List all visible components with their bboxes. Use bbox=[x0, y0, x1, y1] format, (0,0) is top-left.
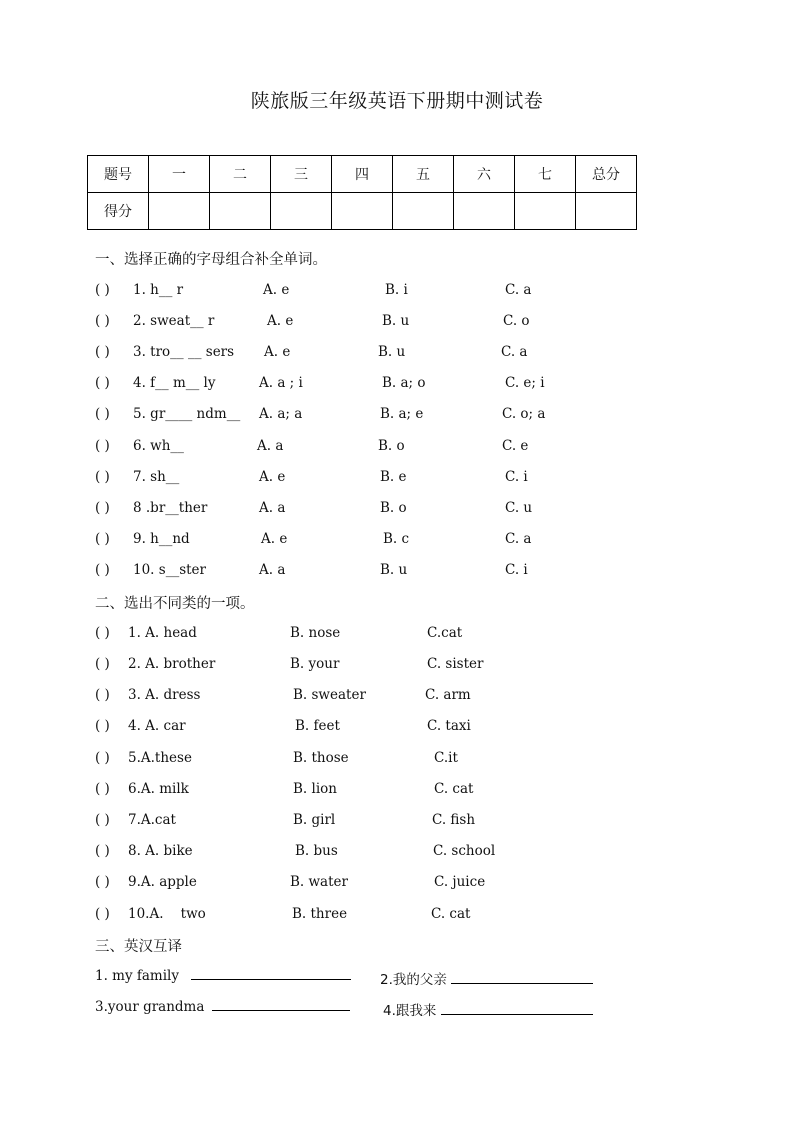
score-header-cell: 四 bbox=[332, 156, 393, 193]
option-c: C.cat bbox=[427, 625, 463, 641]
answer-bracket[interactable]: ( ) bbox=[95, 812, 110, 828]
question-text: 2. A. brother bbox=[128, 656, 216, 672]
answer-bracket[interactable]: ( ) bbox=[95, 625, 110, 641]
option-b: B. i bbox=[385, 282, 408, 298]
option-c: C. e; i bbox=[505, 375, 545, 391]
answer-bracket[interactable]: ( ) bbox=[95, 843, 110, 859]
score-header-cell: 六 bbox=[454, 156, 515, 193]
option-a: A. a bbox=[259, 500, 286, 516]
score-header-cell: 题号 bbox=[88, 156, 149, 193]
score-header-cell: 五 bbox=[393, 156, 454, 193]
score-cell[interactable] bbox=[149, 193, 210, 230]
option-a: A. e bbox=[267, 313, 294, 329]
question-text: 9. h__nd bbox=[133, 531, 190, 547]
translation-prompt: 4.跟我来 bbox=[383, 1003, 437, 1019]
option-a: A. e bbox=[263, 282, 290, 298]
answer-bracket[interactable]: ( ) bbox=[95, 406, 110, 422]
answer-bracket[interactable]: ( ) bbox=[95, 562, 110, 578]
option-c: C. o bbox=[503, 313, 530, 329]
translation-prompt: 1. my family bbox=[95, 968, 179, 984]
option-b: B. u bbox=[380, 562, 408, 578]
question-text: 1. h__ r bbox=[133, 282, 184, 298]
answer-bracket[interactable]: ( ) bbox=[95, 438, 110, 454]
translation-item bbox=[380, 968, 593, 988]
translation-item bbox=[383, 999, 593, 1019]
option-c: C. a bbox=[505, 531, 532, 547]
option-a: A. e bbox=[259, 469, 286, 485]
answer-bracket[interactable]: ( ) bbox=[95, 313, 110, 329]
question-text: 5.A.these bbox=[128, 750, 192, 766]
option-b: B. c bbox=[383, 531, 410, 547]
answer-bracket[interactable]: ( ) bbox=[95, 375, 110, 391]
option-a: A. e bbox=[261, 531, 288, 547]
option-b: B. o bbox=[380, 500, 407, 516]
option-a: A. a bbox=[259, 562, 286, 578]
option-c: C. e bbox=[502, 438, 529, 454]
answer-bracket[interactable]: ( ) bbox=[95, 531, 110, 547]
score-cell[interactable] bbox=[576, 193, 637, 230]
answer-line[interactable] bbox=[191, 979, 351, 980]
option-b: B. u bbox=[378, 344, 406, 360]
option-c: C. cat bbox=[431, 906, 471, 922]
option-c: C. i bbox=[505, 562, 528, 578]
question-text: 2. sweat__ r bbox=[133, 313, 215, 329]
question-text: 3. tro__ __ sers bbox=[133, 344, 235, 360]
answer-bracket[interactable]: ( ) bbox=[95, 781, 110, 797]
option-b: B. water bbox=[290, 874, 348, 890]
page-title: 陕旅版三年级英语下册期中测试卷 bbox=[250, 90, 544, 112]
answer-bracket[interactable]: ( ) bbox=[95, 906, 110, 922]
section3-heading: 三、英汉互译 bbox=[95, 939, 182, 955]
option-b: B. bus bbox=[295, 843, 338, 859]
option-a: A. a; a bbox=[259, 406, 303, 422]
option-c: C. o; a bbox=[502, 406, 546, 422]
option-c: C. juice bbox=[434, 874, 486, 890]
answer-bracket[interactable]: ( ) bbox=[95, 469, 110, 485]
option-b: B. e bbox=[380, 469, 407, 485]
question-text: 8 .br__ther bbox=[133, 500, 208, 516]
option-a: A. e bbox=[264, 344, 291, 360]
answer-bracket[interactable]: ( ) bbox=[95, 500, 110, 516]
question-text: 4. f__ m__ ly bbox=[133, 375, 216, 391]
translation-prompt: 2.我的父亲 bbox=[380, 972, 447, 988]
section2-heading: 二、选出不同类的一项。 bbox=[95, 596, 255, 612]
question-text: 7. sh__ bbox=[133, 469, 180, 485]
option-b: B. your bbox=[290, 656, 340, 672]
option-c: C. cat bbox=[434, 781, 474, 797]
answer-bracket[interactable]: ( ) bbox=[95, 656, 110, 672]
answer-bracket[interactable]: ( ) bbox=[95, 344, 110, 360]
option-b: B. u bbox=[382, 313, 410, 329]
question-text: 9.A. apple bbox=[128, 874, 197, 890]
question-text: 10.A. two bbox=[128, 906, 206, 922]
answer-bracket[interactable]: ( ) bbox=[95, 718, 110, 734]
score-cell[interactable] bbox=[454, 193, 515, 230]
answer-bracket[interactable]: ( ) bbox=[95, 282, 110, 298]
score-row-label: 得分 bbox=[88, 193, 149, 230]
answer-line[interactable] bbox=[441, 1014, 593, 1015]
question-text: 10. s__ster bbox=[133, 562, 206, 578]
answer-bracket[interactable]: ( ) bbox=[95, 874, 110, 890]
option-b: B. sweater bbox=[293, 687, 366, 703]
option-c: C. a bbox=[501, 344, 528, 360]
score-header-cell: 总分 bbox=[576, 156, 637, 193]
option-c: C. arm bbox=[425, 687, 471, 703]
translation-item bbox=[95, 968, 351, 984]
score-table-header-row bbox=[88, 156, 637, 193]
score-table-score-row bbox=[88, 193, 637, 230]
option-b: B. girl bbox=[293, 812, 336, 828]
option-a: A. a bbox=[257, 438, 284, 454]
option-b: B. a; e bbox=[380, 406, 424, 422]
answer-line[interactable] bbox=[212, 1010, 350, 1011]
section1-heading: 一、选择正确的字母组合补全单词。 bbox=[95, 252, 327, 268]
score-cell[interactable] bbox=[515, 193, 576, 230]
score-table bbox=[87, 155, 637, 230]
score-header-cell: 一 bbox=[149, 156, 210, 193]
option-c: C. school bbox=[433, 843, 496, 859]
score-cell[interactable] bbox=[393, 193, 454, 230]
answer-line[interactable] bbox=[451, 983, 593, 984]
translation-item bbox=[95, 999, 350, 1015]
option-b: B. three bbox=[292, 906, 348, 922]
score-cell[interactable] bbox=[271, 193, 332, 230]
question-text: 6. wh__ bbox=[133, 438, 184, 454]
option-b: B. nose bbox=[290, 625, 341, 641]
question-text: 8. A. bike bbox=[128, 843, 193, 859]
option-c: C.it bbox=[434, 750, 458, 766]
question-text: 6.A. milk bbox=[128, 781, 189, 797]
score-header-cell: 三 bbox=[271, 156, 332, 193]
option-c: C. fish bbox=[432, 812, 476, 828]
option-c: C. i bbox=[505, 469, 528, 485]
option-a: A. a ; i bbox=[259, 375, 303, 391]
score-header-cell: 七 bbox=[515, 156, 576, 193]
option-b: B. lion bbox=[293, 781, 337, 797]
question-text: 1. A. head bbox=[128, 625, 197, 641]
score-header-cell: 二 bbox=[210, 156, 271, 193]
option-c: C. u bbox=[505, 500, 533, 516]
option-b: B. those bbox=[293, 750, 349, 766]
option-b: B. feet bbox=[295, 718, 340, 734]
score-cell[interactable] bbox=[332, 193, 393, 230]
option-c: C. sister bbox=[427, 656, 484, 672]
question-text: 5. gr____ ndm__ bbox=[133, 406, 241, 422]
option-b: B. a; o bbox=[382, 375, 426, 391]
answer-bracket[interactable]: ( ) bbox=[95, 687, 110, 703]
translation-prompt: 3.your grandma bbox=[95, 999, 205, 1015]
option-c: C. a bbox=[505, 282, 532, 298]
option-c: C. taxi bbox=[427, 718, 471, 734]
answer-bracket[interactable]: ( ) bbox=[95, 750, 110, 766]
question-text: 4. A. car bbox=[128, 718, 186, 734]
question-text: 3. A. dress bbox=[128, 687, 201, 703]
score-cell[interactable] bbox=[210, 193, 271, 230]
question-text: 7.A.cat bbox=[128, 812, 176, 828]
option-b: B. o bbox=[378, 438, 405, 454]
